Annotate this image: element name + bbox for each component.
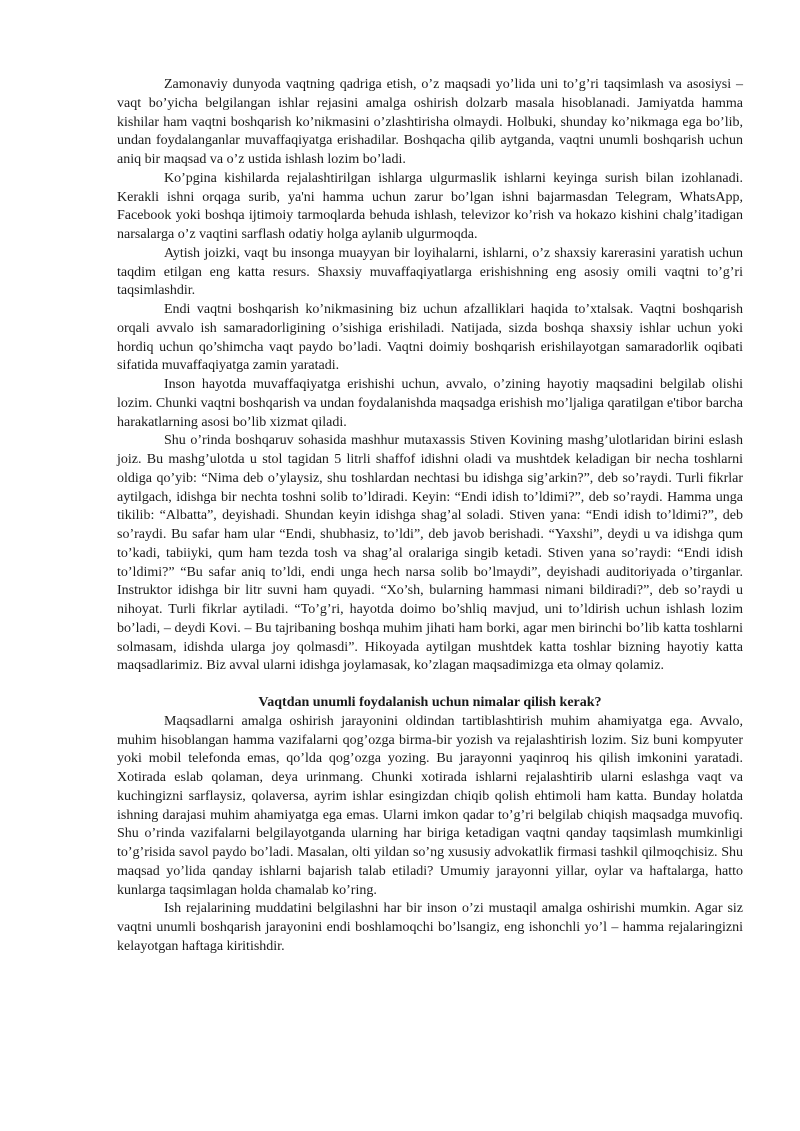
paragraph: Zamonaviy dunyoda vaqtning qadriga etish, o’z maqsadi yo’lida uni to’g’ri taqsimlash va asosiysi – vaqt bo’yicha belgilangan ishlar rejasini amalga oshirish dolzarb masala hisoblanadi. Jamiyatda hamma kishilar ham vaqtni boshqarish ko’nikmasini o’zlashtirisha olmaydi. Holbuki, shunday ko’nikmaga ega bo’lib, undan foydalanganlar muvaffaqiyatga erishadilar. Boshqacha qilib aytganda, vaqtni unumli boshqarish uchun aniq bir maqsad va o’z ustida ishlash lozim bo’ladi.: [117, 77, 743, 167]
paragraph: Inson hayotda muvaffaqiyatga erishishi uchun, avvalo, o’zining hayotiy maqsadini belgilab olishi lozim. Chunki vaqtni boshqarish va undan foydalanishda maqsadga erishish mo’ljaliga qaratilgan e'tibor barcha harakatlarning asosi bo’lib xizmat qiladi.: [117, 377, 743, 430]
paragraph: Endi vaqtni boshqarish ko’nikmasining biz uchun afzalliklari haqida to’xtalsak. Vaqtni boshqarish orqali avvalo ish samaradorligining o’sishiga erishiladi. Natijada, sizda boshqa shaxsiy ishlar uchun yoki hordiq uchun qo’shimcha vaqt paydo bo’ladi. Vaqtni doimiy boshqarish erishilayotgan samaradorlik oqibati sifatida muvaffaqiyatga zamin yaratadi.: [117, 302, 743, 374]
paragraph: Ko’pgina kishilarda rejalashtirilgan ishlarga ulgurmaslik ishlarni keyinga surish bilan izohlanadi. Kerakli ishni orqaga surib, ya'ni hamma uchun zarur bo’lgan ishni bajarmasdan Telegram, WhatsApp, Facebook yoki boshqa ijtimoiy tarmoqlarda behuda ishlash, televizor ko’rish va hokazo kishini chalg’itadigan narsalarga o’z vaqtini sarflash odatiy holga aylanib ulgurmoqda.: [117, 170, 743, 242]
section-heading: Vaqtdan unumli foydalanish uchun nimalar qilish kerak?: [258, 695, 602, 710]
paragraph: Ish rejalarining muddatini belgilashni har bir inson o’zi mustaqil amalga oshirishi mumkin. Agar siz vaqtni unumli boshqarish jarayonini endi boshlamoqchi bo’lsangiz, eng ishonchli yo’l – hamma rejalaringizni kelayotgan haftaga kiritishdir.: [117, 901, 743, 954]
paragraph: Maqsadlarni amalga oshirish jarayonini oldindan tartiblashtirish muhim ahamiyatga ega. Avvalo, muhim hisoblangan hamma vazifalarni qog’ozga birma-bir yozish va rejalashtirish lozim. Siz buni kompyuter yoki mobil telefonda emas, qo’lda qog’ozga yozing. Bu jarayonni yaqinroq his qilish imkonini yaratadi. Xotirada eslab qolaman, deya urinmang. Chunki xotirada ishlarni rejalashtirib ularni eslashga vaqt va kuchingizni sarflaysiz, qolaversa, ayrim ishlar esingizdan chiqib qolish ehtimoli ham katta. Bunday holatda ishning darajasi muhim ahamiyatga ega emas. Ularni imkon qadar to’g’ri belgilab chiqish maqsadga muvofiq. Shu o’rinda vazifalarni belgilayotganda ularning har biriga ketadigan vaqtni qanday taqsimlash mumkinligi to’g’risida savol paydo bo’ladi. Masalan, olti yildan so’ng xususiy advokatlik firmasi tashkil qilmoqchisiz. Shu maqsad yo’lida qanday ishlarni bajarish talab etiladi? Umumiy jarayonni yillar, oylar va haftalarga, hatto kunlarga taqsimlagan holda chamalab ko’ring.: [117, 713, 743, 898]
paragraph: Shu o’rinda boshqaruv sohasida mashhur mutaxassis Stiven Kovining mashg’ulotlaridan birini eslash joiz. Bu mashg’ulotda u stol tagidan 5 litrli shaffof idishni oladi va mushtdek keladigan bir necha toshlarni oldiga qo’yib: “Nima deb o’ylaysiz, shu toshlardan nechtasi bu idishga sig’arkin?”, deb so’raydi. Turli fikrlar aytilgach, idishga bir nechta toshni solib to’ldiradi. Keyin: “Endi idish to’ldimi?”, deb so’raydi. Hamma unga tikilib: “Albatta”, deyishadi. Shundan keyin idishga shag’al soladi. Stiven yana: “Endi idish to’ldimi?”, deb so’raydi. Bu safar ham ular “Endi, shubhasiz, to’ldi”, deb javob berishadi. “Yaxshi”, deydi u va idishga qum to’kadi, tabiiyki, qum ham tezda tosh va shag’al oralariga singib ketadi. Stiven yana so’raydi: “Endi idish to’ldimi?” “Bu safar aniq to’ldi, endi unga hech narsa solib bo’lmaydi”, deyishadi auditoriyada o’tirganlar. Instruktor idishga bir litr suvni ham quyadi. “Xo’sh, bularning hammasi nimani bildiradi?”, deb so’raydi u nihoyat. Turli fikrlar aytiladi. “To’g’ri, hayotda doimo bo’shliq mavjud, uni to’ldirish uchun ishlash lozim bo’ladi, – deydi Kovi. – Bu tajribaning boshqa muhim jihati ham borki, agar men birinchi bo’lib katta toshlarni solmasam, idishda ularga joy qolmasdi”. Hikoyada aytilgan mushtdek katta toshlar bizning hayotiy katta maqsadlarimiz. Biz avval ularni idishga joylamasak, ko’zlagan maqsadimizga eta olmay qolamiz.: [117, 433, 743, 674]
paragraph: Aytish joizki, vaqt bu insonga muayyan bir loyihalarni, ishlarni, o’z shaxsiy karerasini yaratish uchun taqdim etilgan eng katta resurs. Shaxsiy muvaffaqiyatlarga erishishning eng asosiy omili vaqtni to’g’ri taqsimlashdir.: [117, 245, 743, 299]
